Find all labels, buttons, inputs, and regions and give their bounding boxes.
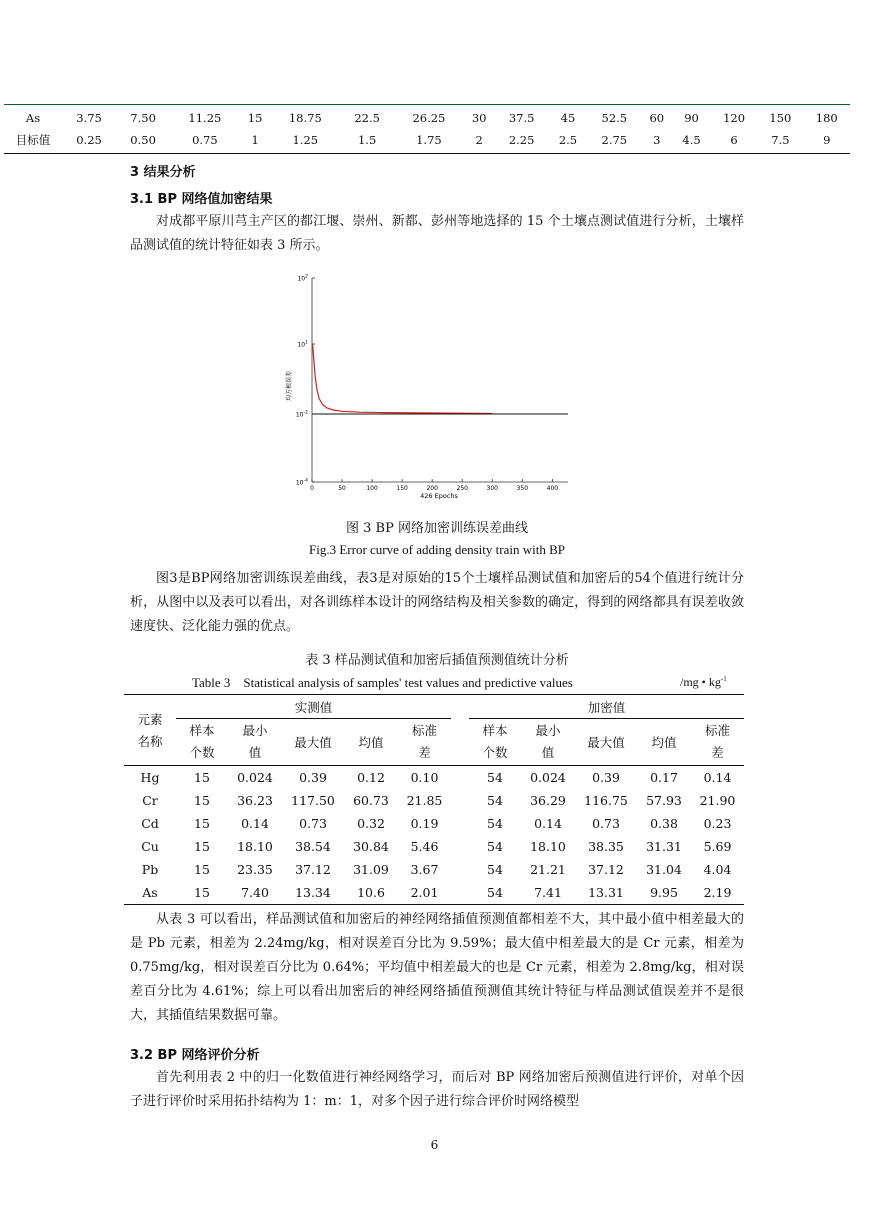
dense-cell: 54 [487, 839, 503, 854]
x-tick-label: 250 [456, 485, 468, 492]
measured-cell: 23.35 [237, 862, 273, 877]
table-cell: 52.5 [601, 111, 628, 125]
spacer-cell [451, 812, 469, 835]
table2-fragment [4, 107, 850, 151]
table-row [4, 129, 850, 151]
dense-cell: 57.93 [646, 793, 682, 808]
measured-cell: 15 [194, 862, 210, 877]
measured-cell: 0.73 [299, 816, 327, 831]
header-std [398, 718, 451, 766]
measured-cell: 18.10 [237, 839, 273, 854]
dense-cell: 31.31 [646, 839, 682, 854]
header-min [228, 718, 282, 766]
x-tick-label: 200 [426, 485, 438, 492]
table-cell: 1.25 [292, 133, 319, 147]
row-label: 目标值 [15, 133, 51, 147]
table-cell: 9 [823, 133, 831, 147]
table-cell: 4.5 [682, 133, 701, 147]
x-tick-label: 0 [310, 485, 314, 492]
measured-cell: 15 [194, 793, 210, 808]
subsection-heading: 3.1 BP 网络值加密结果 [130, 192, 273, 207]
table-cell: 2.25 [508, 133, 535, 147]
table-cell: 1.75 [416, 133, 442, 147]
table-cell: 90 [684, 111, 699, 125]
table-cell: 1 [251, 133, 259, 147]
table-cell: 45 [560, 111, 576, 125]
table-cell: 3 [653, 133, 661, 147]
table-cell: 18.75 [288, 111, 322, 125]
table-cell: 0.50 [130, 133, 156, 147]
table-caption-cn: 表 3 样品测试值和加密后插值预测值统计分析 [305, 653, 569, 668]
dense-cell: 54 [487, 770, 503, 785]
group-header-measured: 实测值 [294, 699, 333, 715]
measured-cell: 5.46 [410, 839, 439, 854]
section-heading: 3 结果分析 [130, 165, 196, 180]
header-text: 元素 [137, 711, 163, 727]
table-cell: 0.75 [192, 133, 218, 147]
paragraph: 从表 3 可以看出，样品测试值和加密后的神经网络插值预测值都相差不大，其中最小值中相差最大的是 Pb 元素，相差为 2.24mg/kg，相对误差百分比为 9.59%；最大值中相差最大的是 Cr 元素，相差为 0.75mg/kg，相对误差百分比为 0.64%；平均值中相差最大的也是 Cr 元素，相差为 2.8mg/kg，相对误差百分比为 4.61%；综上可以看出加密后的神经网络插值预测值其统计特征与样品测试值误差并不是很大，其插值结果数据可靠。 [130, 912, 744, 1023]
group-header-dense: 加密值 [587, 699, 626, 715]
training-error-series [313, 344, 493, 414]
measured-cell: 13.34 [295, 885, 331, 900]
dense-cell: 9.95 [650, 885, 678, 900]
dense-cell: 116.75 [584, 793, 628, 808]
measured-cell: 15 [194, 816, 210, 831]
table-cell: 26.25 [412, 111, 446, 125]
spacer-cell [451, 766, 469, 789]
header-mean: 均值 [358, 735, 384, 750]
table-cell: 11.25 [188, 111, 222, 125]
measured-cell: 0.024 [237, 770, 273, 785]
dense-cell: 37.12 [588, 862, 624, 877]
figure-caption-cn: 图 3 BP 网络加密训练误差曲线 [346, 521, 528, 536]
measured-cell: 7.40 [241, 885, 269, 900]
table-caption-en: Table 3 Statistical analysis of samples' test values and predictive values [192, 675, 573, 690]
measured-cell: 38.54 [295, 839, 331, 854]
unit-text: /mg • kg [680, 675, 721, 689]
header-text: 差 [711, 745, 724, 760]
dense-cell: 21.90 [699, 793, 736, 808]
dense-cell: 54 [487, 885, 503, 900]
measured-cell: 60.73 [353, 793, 389, 808]
element-name: Cu [141, 839, 159, 854]
dense-cell: 0.23 [703, 816, 732, 831]
measured-cell: 36.23 [237, 793, 273, 808]
x-tick-label: 300 [486, 485, 499, 492]
table-cell: 7.50 [130, 111, 156, 125]
measured-cell: 0.32 [357, 816, 385, 831]
dense-cell: 38.35 [588, 839, 624, 854]
header-max: 最大值 [587, 735, 625, 750]
dense-cell: 0.17 [650, 770, 678, 785]
header-text: 值 [541, 745, 555, 760]
dense-cell: 0.14 [703, 770, 732, 785]
unit-exponent: -1 [720, 675, 727, 683]
table-cell: 30 [471, 111, 487, 125]
measured-cell: 15 [194, 770, 210, 785]
dense-cell: 2.19 [703, 885, 732, 900]
dense-cell: 13.31 [588, 885, 624, 900]
table-cell: 3.75 [76, 111, 102, 125]
x-tick-label: 400 [546, 485, 559, 492]
table-cell: 6 [730, 133, 738, 147]
table-cell: 150 [769, 111, 792, 125]
header-mean: 均值 [651, 735, 677, 750]
header-text: 个数 [189, 745, 215, 760]
spacer-cell [451, 789, 469, 812]
header-text: 标准 [411, 723, 437, 738]
table-cell: 0.25 [76, 133, 102, 147]
element-name: Pb [141, 862, 159, 877]
subsection-heading: 3.2 BP 网络评价分析 [130, 1048, 260, 1063]
header-n [176, 718, 228, 766]
element-name: Hg [140, 770, 160, 785]
page-number: 6 [430, 1138, 439, 1152]
measured-cell: 15 [194, 885, 210, 900]
header-text: 标准 [704, 723, 730, 738]
table-row [124, 812, 744, 835]
table-row [124, 881, 744, 904]
paragraph: 首先利用表 2 中的归一化数值进行神经网络学习，而后对 BP 网络加密后预测值进行评价，对单个因子进行评价时采用拓扑结构为 1：m：1，对多个因子进行综合评价时网络模型 [130, 1070, 744, 1109]
table-cell: 7.5 [771, 133, 790, 147]
table2-bottom-rule [4, 153, 850, 154]
row-label: As [25, 111, 41, 125]
header-text: 差 [418, 745, 431, 760]
table-cell: 60 [649, 111, 665, 125]
paragraph: 对成都平原川芎主产区的都江堰、崇州、新都、彭州等地选择的 15 个土壤点测试值进行分析，土壤样品测试值的统计特征如表 3 所示。 [130, 214, 744, 253]
table-row [124, 766, 744, 789]
spacer-cell [451, 881, 469, 904]
y-axis-label: 均方根误差 [286, 370, 293, 402]
dense-cell: 18.10 [530, 839, 566, 854]
x-tick-label: 100 [366, 485, 378, 492]
dense-cell: 31.04 [646, 862, 682, 877]
measured-cell: 31.09 [353, 862, 389, 877]
y-tick-label: $10^1$ [297, 340, 308, 349]
table-row [124, 858, 744, 881]
header-text: 个数 [482, 745, 508, 760]
dense-cell: 0.38 [650, 816, 678, 831]
figure-caption-en: Fig.3 Error curve of adding density train with BP [309, 542, 565, 557]
table2-top-rule [4, 104, 850, 105]
measured-cell: 3.67 [410, 862, 439, 877]
table-cell: 2 [475, 133, 483, 147]
dense-cell: 4.04 [703, 862, 732, 877]
element-name: As [142, 885, 158, 900]
y-tick-label: $10^{-2}$ [295, 410, 308, 419]
table3-bottom-rule [124, 904, 744, 905]
header-text: 样本 [482, 723, 508, 738]
dense-cell: 7.41 [534, 885, 562, 900]
dense-cell: 54 [487, 816, 503, 831]
measured-cell: 30.84 [353, 839, 389, 854]
dense-cell: 0.14 [534, 816, 562, 831]
y-tick-label: $10^2$ [297, 274, 308, 283]
table-unit [680, 675, 727, 690]
table-row [124, 789, 744, 812]
measured-cell: 0.10 [410, 770, 439, 785]
header-element [124, 695, 176, 766]
spacer-cell [451, 858, 469, 881]
measured-cell: 21.85 [406, 793, 443, 808]
table-cell: 2.75 [601, 133, 628, 147]
x-tick-label: 150 [396, 485, 408, 492]
table-row [4, 107, 850, 129]
measured-cell: 0.12 [357, 770, 385, 785]
x-tick-label: 350 [516, 485, 529, 492]
y-tick-label: $10^{-4}$ [295, 478, 308, 487]
x-axis-label: 426 Epochs [420, 492, 458, 500]
measured-cell: 0.19 [410, 816, 439, 831]
header-text: 样本 [189, 723, 215, 738]
table-cell: 2.5 [558, 133, 578, 147]
measured-cell: 15 [194, 839, 210, 854]
measured-cell: 37.12 [295, 862, 331, 877]
dense-cell: 54 [487, 793, 503, 808]
header-max: 最大值 [294, 735, 332, 750]
spacer-cell [451, 835, 469, 858]
header-std [691, 718, 744, 766]
measured-cell: 2.01 [410, 885, 439, 900]
header-min [521, 718, 575, 766]
measured-cell: 10.6 [357, 885, 385, 900]
table3 [124, 695, 744, 904]
header-text: 值 [248, 745, 262, 760]
element-name: Cd [141, 816, 159, 831]
element-name: Cr [142, 793, 158, 808]
table-cell: 22.5 [354, 111, 380, 125]
measured-cell: 117.50 [291, 793, 335, 808]
paragraph: 图3是BP网络加密训练误差曲线，表3是对原始的15个土壤样品测试值和加密后的54个值进行统计分析，从图中以及表可以看出，对各训练样本设计的网络结构及相关参数的确定，得到的网络都具有误差收敛速度快、泛化能力强的优点。 [130, 571, 744, 634]
table-cell: 120 [723, 111, 746, 125]
dense-cell: 54 [487, 862, 503, 877]
dense-cell: 0.73 [592, 816, 620, 831]
header-text: 名称 [137, 733, 163, 749]
measured-cell: 0.14 [241, 816, 269, 831]
dense-cell: 21.21 [530, 862, 566, 877]
table-cell: 37.5 [508, 111, 535, 125]
dense-cell: 0.024 [530, 770, 566, 785]
dense-cell: 36.29 [530, 793, 566, 808]
dense-cell: 0.39 [592, 770, 620, 785]
header-text: 最小 [535, 723, 561, 738]
table-row [124, 835, 744, 858]
header-text: 最小 [242, 723, 268, 738]
figure-3 [268, 264, 588, 504]
table-cell: 180 [815, 111, 838, 125]
table-cell: 15 [247, 111, 263, 125]
dense-cell: 5.69 [703, 839, 732, 854]
error-curve-chart [268, 264, 588, 504]
table-cell: 1.5 [357, 133, 377, 147]
measured-cell: 0.39 [299, 770, 327, 785]
x-tick-label: 50 [338, 485, 346, 492]
header-n [469, 718, 521, 766]
